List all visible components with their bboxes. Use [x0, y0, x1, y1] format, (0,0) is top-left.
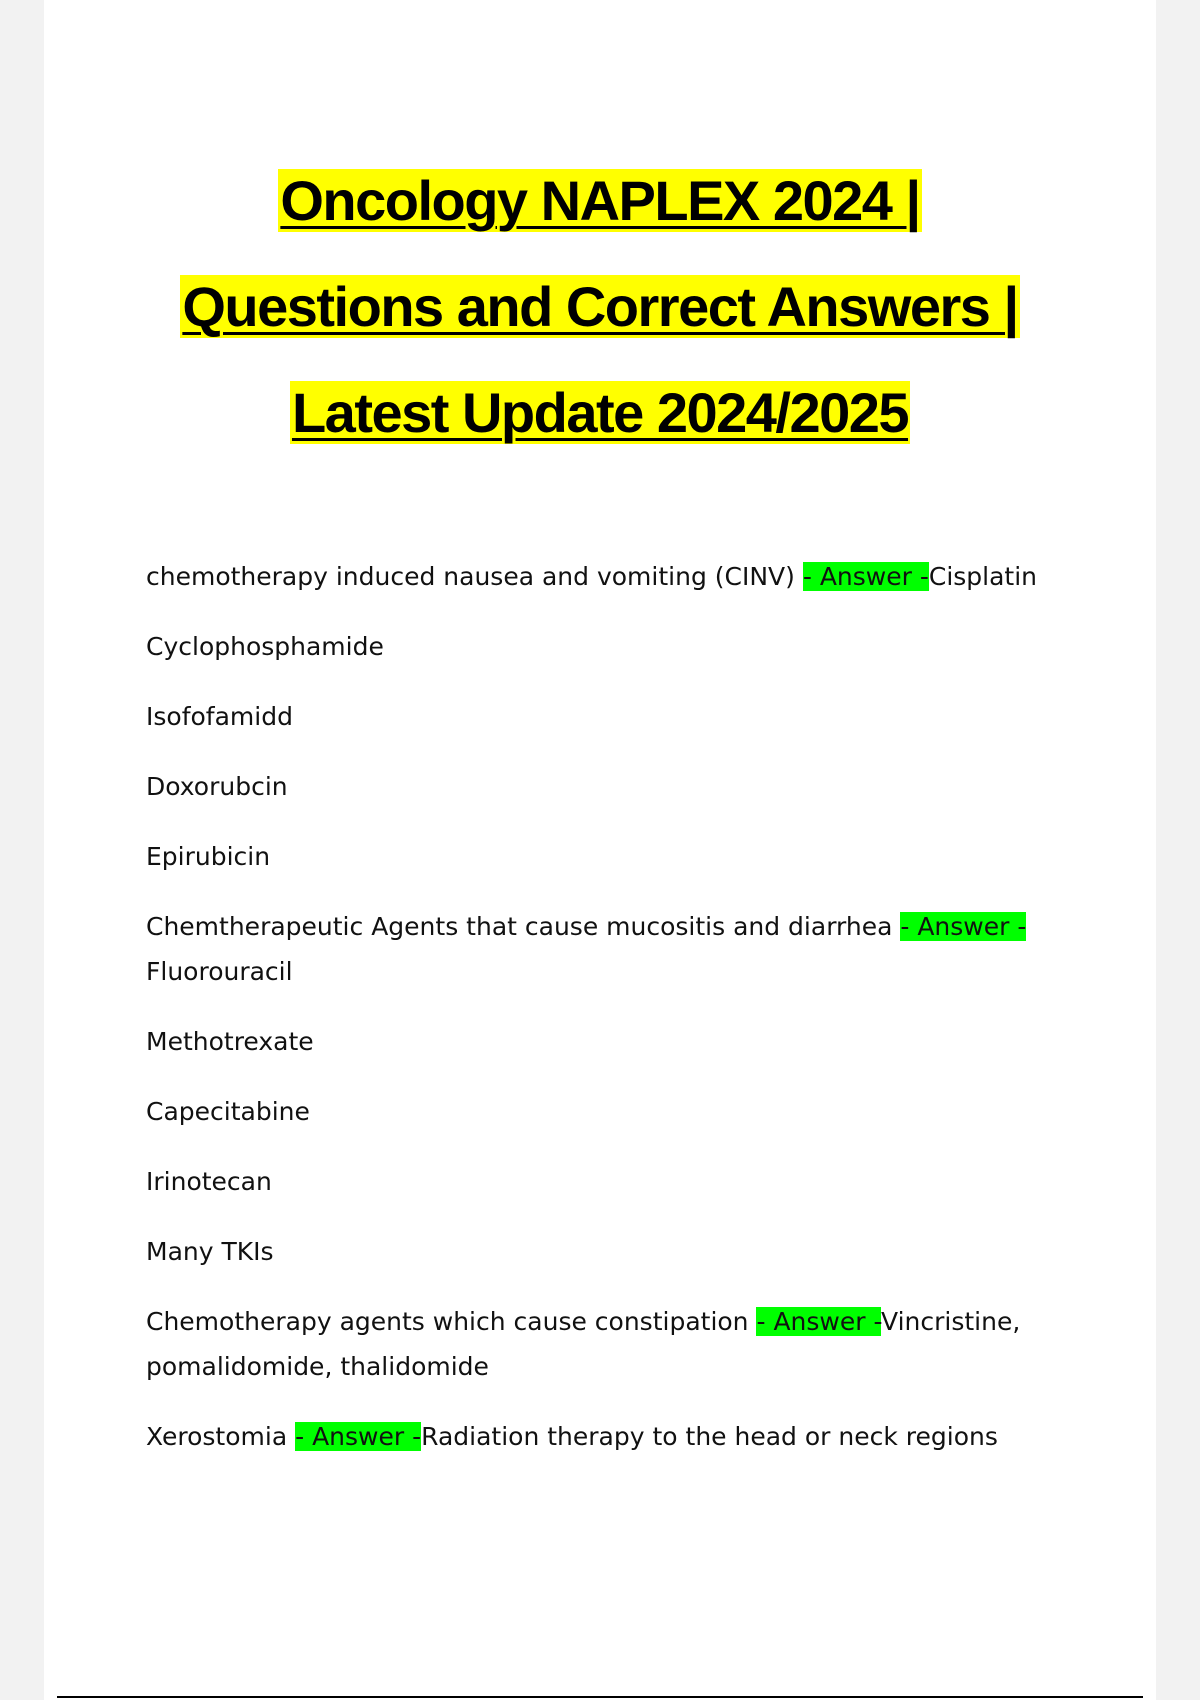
- answer-marker: - Answer -: [756, 1307, 882, 1336]
- answer-text: Vincristine, pomalidomide, thalidomide: [146, 1307, 1021, 1381]
- qa-entry: [146, 904, 1126, 994]
- qa-list: [146, 554, 1126, 1484]
- answer-text: Radiation therapy to the head or neck regions: [421, 1422, 998, 1451]
- list-item: Epirubicin: [146, 842, 271, 871]
- title-line-1: Oncology NAPLEX 2024 |: [280, 169, 920, 232]
- qa-entry: [146, 1414, 1126, 1459]
- title-line-3: Latest Update 2024/2025: [291, 381, 909, 444]
- list-item: Methotrexate: [146, 1027, 314, 1056]
- answer-text: Cisplatin: [928, 562, 1038, 591]
- qa-entry: [146, 1299, 1126, 1389]
- question-text: Chemotherapy agents which cause constipation: [146, 1307, 757, 1336]
- list-item: Isofofamidd: [146, 702, 293, 731]
- answer-marker: - Answer -: [295, 1422, 422, 1451]
- answer-text: Fluorouracil: [146, 957, 293, 986]
- title-line-2: Questions and Correct Answers |: [182, 275, 1018, 338]
- question-text: chemotherapy induced nausea and vomiting (CINV): [146, 562, 803, 591]
- footer-rule: [57, 1696, 1143, 1698]
- list-item: Doxorubcin: [146, 772, 288, 801]
- list-item: Irinotecan: [146, 1167, 272, 1196]
- answer-marker: - Answer -: [900, 912, 1027, 941]
- question-text: Xerostomia: [146, 1422, 296, 1451]
- list-item: Many TKIs: [146, 1237, 274, 1266]
- document-title: [44, 148, 1156, 466]
- list-item: Cyclophosphamide: [146, 632, 384, 661]
- list-item: Capecitabine: [146, 1097, 310, 1126]
- question-text: Chemtherapeutic Agents that cause mucositis and diarrhea: [146, 912, 901, 941]
- document-page: [44, 0, 1156, 1700]
- qa-entry: [146, 554, 1126, 599]
- answer-marker: - Answer -: [802, 562, 929, 591]
